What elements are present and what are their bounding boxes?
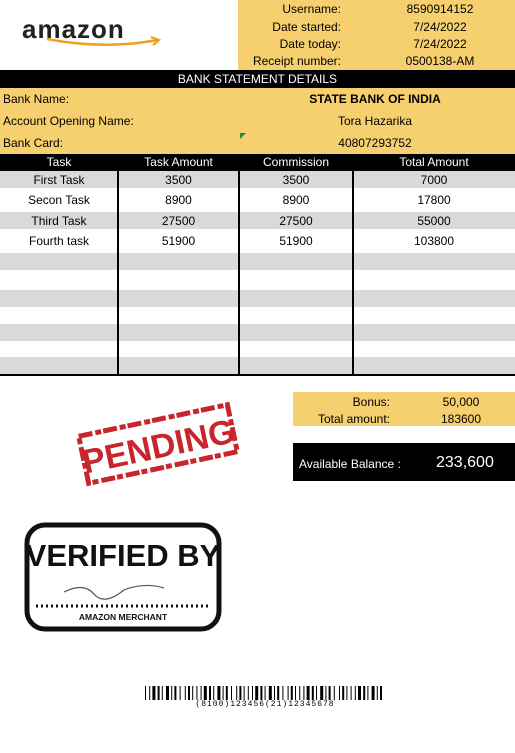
barcode-bar <box>185 686 186 700</box>
barcode-bar <box>260 686 262 700</box>
barcode-bar <box>248 686 249 700</box>
barcode-bar <box>244 686 245 700</box>
date-started-row <box>238 18 515 35</box>
logo-area <box>0 0 238 70</box>
bank-info <box>0 88 515 154</box>
bank-name-value: STATE BANK OF INDIA <box>309 92 441 106</box>
bonus-summary <box>293 392 515 426</box>
task-amount-cell: 8900 <box>165 193 192 207</box>
task-amount-cell: 27500 <box>161 214 196 228</box>
date-today-row <box>238 35 515 52</box>
barcode-bar <box>162 686 163 700</box>
barcode-bar <box>192 686 193 700</box>
bank-card-value: 40807293752 <box>338 136 412 150</box>
empty-row <box>0 290 515 307</box>
task-table-header <box>0 154 515 171</box>
barcode-bar <box>355 686 356 700</box>
column-divider <box>117 171 119 374</box>
barcode-bar <box>213 686 214 700</box>
task-table-body <box>0 171 515 374</box>
barcode-bar <box>269 686 272 700</box>
barcode-bar <box>274 686 275 700</box>
header-task-amount: Task Amount <box>144 155 213 169</box>
empty-row <box>0 253 515 270</box>
barcode-bar <box>209 686 211 700</box>
barcode-bar <box>180 686 181 700</box>
barcode-bar <box>377 686 378 700</box>
task-name-cell: Secon Task <box>28 193 90 207</box>
header-total-amount: Total Amount <box>399 155 469 169</box>
bank-name-row <box>0 88 515 110</box>
barcode-bar <box>303 686 304 700</box>
cell-comment-marker <box>240 133 246 139</box>
total-amount-cell: 55000 <box>417 214 451 228</box>
commission-cell: 51900 <box>279 234 313 248</box>
merchant-text: AMAZON MERCHANT <box>78 612 168 622</box>
barcode-bar <box>255 686 258 700</box>
barcode-bar <box>342 686 344 700</box>
table-row <box>0 191 515 208</box>
barcode-bar <box>295 686 296 700</box>
barcode-bar <box>307 686 310 700</box>
bank-card-row <box>0 132 515 154</box>
total-amount-cell: 103800 <box>413 234 455 248</box>
barcode-bar <box>329 686 331 700</box>
barcode-bar <box>358 686 361 700</box>
barcode-bar <box>380 686 382 700</box>
task-name-cell: First Task <box>33 173 85 187</box>
username-row <box>238 0 515 17</box>
table-row <box>0 171 515 188</box>
barcode-bar <box>277 686 279 700</box>
empty-row <box>0 324 515 341</box>
bonus-label: Bonus: <box>352 395 390 409</box>
table-row <box>0 212 515 229</box>
barcode-bar <box>174 686 176 700</box>
barcode-bar <box>320 686 323 700</box>
receipt-number-row <box>238 52 515 69</box>
receipt-number-value: 0500138-AM <box>405 54 475 68</box>
account-name-label: Account Opening Name: <box>3 114 134 128</box>
receipt-number-label: Receipt number: <box>252 54 341 68</box>
barcode-bar <box>239 686 241 700</box>
barcode-bar <box>226 686 228 700</box>
barcode-number: (8100)123456(21)12345678 <box>195 700 335 709</box>
barcode-bar <box>152 686 155 700</box>
barcode-bar <box>149 686 150 700</box>
barcode-bar <box>346 686 347 700</box>
task-name-cell: Fourth task <box>28 234 90 248</box>
bank-card-label: Bank Card: <box>3 136 64 150</box>
available-balance <box>293 443 515 481</box>
empty-row <box>0 357 515 374</box>
account-name-row <box>0 110 515 132</box>
barcode-bar <box>236 686 237 700</box>
barcode-bar <box>339 686 340 700</box>
total-label: Total amount: <box>317 412 390 426</box>
receipt-header <box>238 0 515 70</box>
bonus-value: 50,000 <box>442 395 480 409</box>
available-balance-label: Available Balance : <box>299 457 401 471</box>
statement-title: BANK STATEMENT DETAILS <box>0 70 515 88</box>
barcode-bar <box>145 686 146 700</box>
barcode-bar <box>188 686 190 700</box>
barcode-bar <box>363 686 365 700</box>
barcode-bar <box>217 686 220 700</box>
barcode-bar <box>299 686 300 700</box>
username-value: 8590914152 <box>406 2 474 16</box>
barcode-bar <box>223 686 224 700</box>
header-task: Task <box>46 155 72 169</box>
amazon-logo: amazon <box>22 14 125 44</box>
total-amount-cell: 7000 <box>420 173 448 187</box>
barcode-bar <box>204 686 207 700</box>
date-today-label: Date today: <box>279 37 341 51</box>
commission-cell: 27500 <box>279 214 313 228</box>
table-bottom-border <box>0 374 515 376</box>
date-started-value: 7/24/2022 <box>413 20 467 34</box>
column-divider <box>238 171 240 374</box>
verified-stamp <box>24 522 222 632</box>
barcode-bar <box>325 686 326 700</box>
barcode-bar <box>316 686 317 700</box>
barcode-bar <box>312 686 314 700</box>
total-amount-cell: 17800 <box>417 193 451 207</box>
barcode-bar <box>288 686 289 700</box>
barcode-bar <box>158 686 160 700</box>
date-today-value: 7/24/2022 <box>413 37 467 51</box>
pending-stamp-text: PENDING <box>78 412 239 482</box>
task-name-cell: Third Task <box>31 214 87 228</box>
date-started-label: Date started: <box>272 20 341 34</box>
barcode-bar <box>291 686 293 700</box>
table-row <box>0 232 515 249</box>
barcode-bar <box>166 686 169 700</box>
task-amount-cell: 3500 <box>165 173 192 187</box>
verified-stamp-text: VERIFIED BY <box>25 538 221 573</box>
commission-cell: 8900 <box>282 193 310 207</box>
barcode-bar <box>231 686 232 700</box>
available-balance-value: 233,600 <box>436 454 494 471</box>
pending-stamp <box>72 400 244 488</box>
column-divider <box>352 171 354 374</box>
barcode-bar <box>265 686 266 700</box>
barcode-bar <box>282 686 283 700</box>
header-commission: Commission <box>262 155 329 169</box>
account-name-value: Tora Hazarika <box>337 114 413 128</box>
barcode-bar <box>334 686 335 700</box>
total-value: 183600 <box>440 412 482 426</box>
barcode-bar <box>201 686 202 700</box>
barcode-bar <box>351 686 352 700</box>
amazon-smile-icon <box>45 36 165 48</box>
barcode-bar <box>252 686 253 700</box>
barcode-bar <box>196 686 197 700</box>
barcode-bar <box>367 686 368 700</box>
signature-icon <box>64 585 164 599</box>
barcode-bar <box>372 686 375 700</box>
username-label: Username: <box>282 2 341 16</box>
commission-cell: 3500 <box>282 173 310 187</box>
task-amount-cell: 51900 <box>161 234 196 248</box>
barcode-bar <box>171 686 172 700</box>
bank-name-label: Bank Name: <box>3 92 70 106</box>
